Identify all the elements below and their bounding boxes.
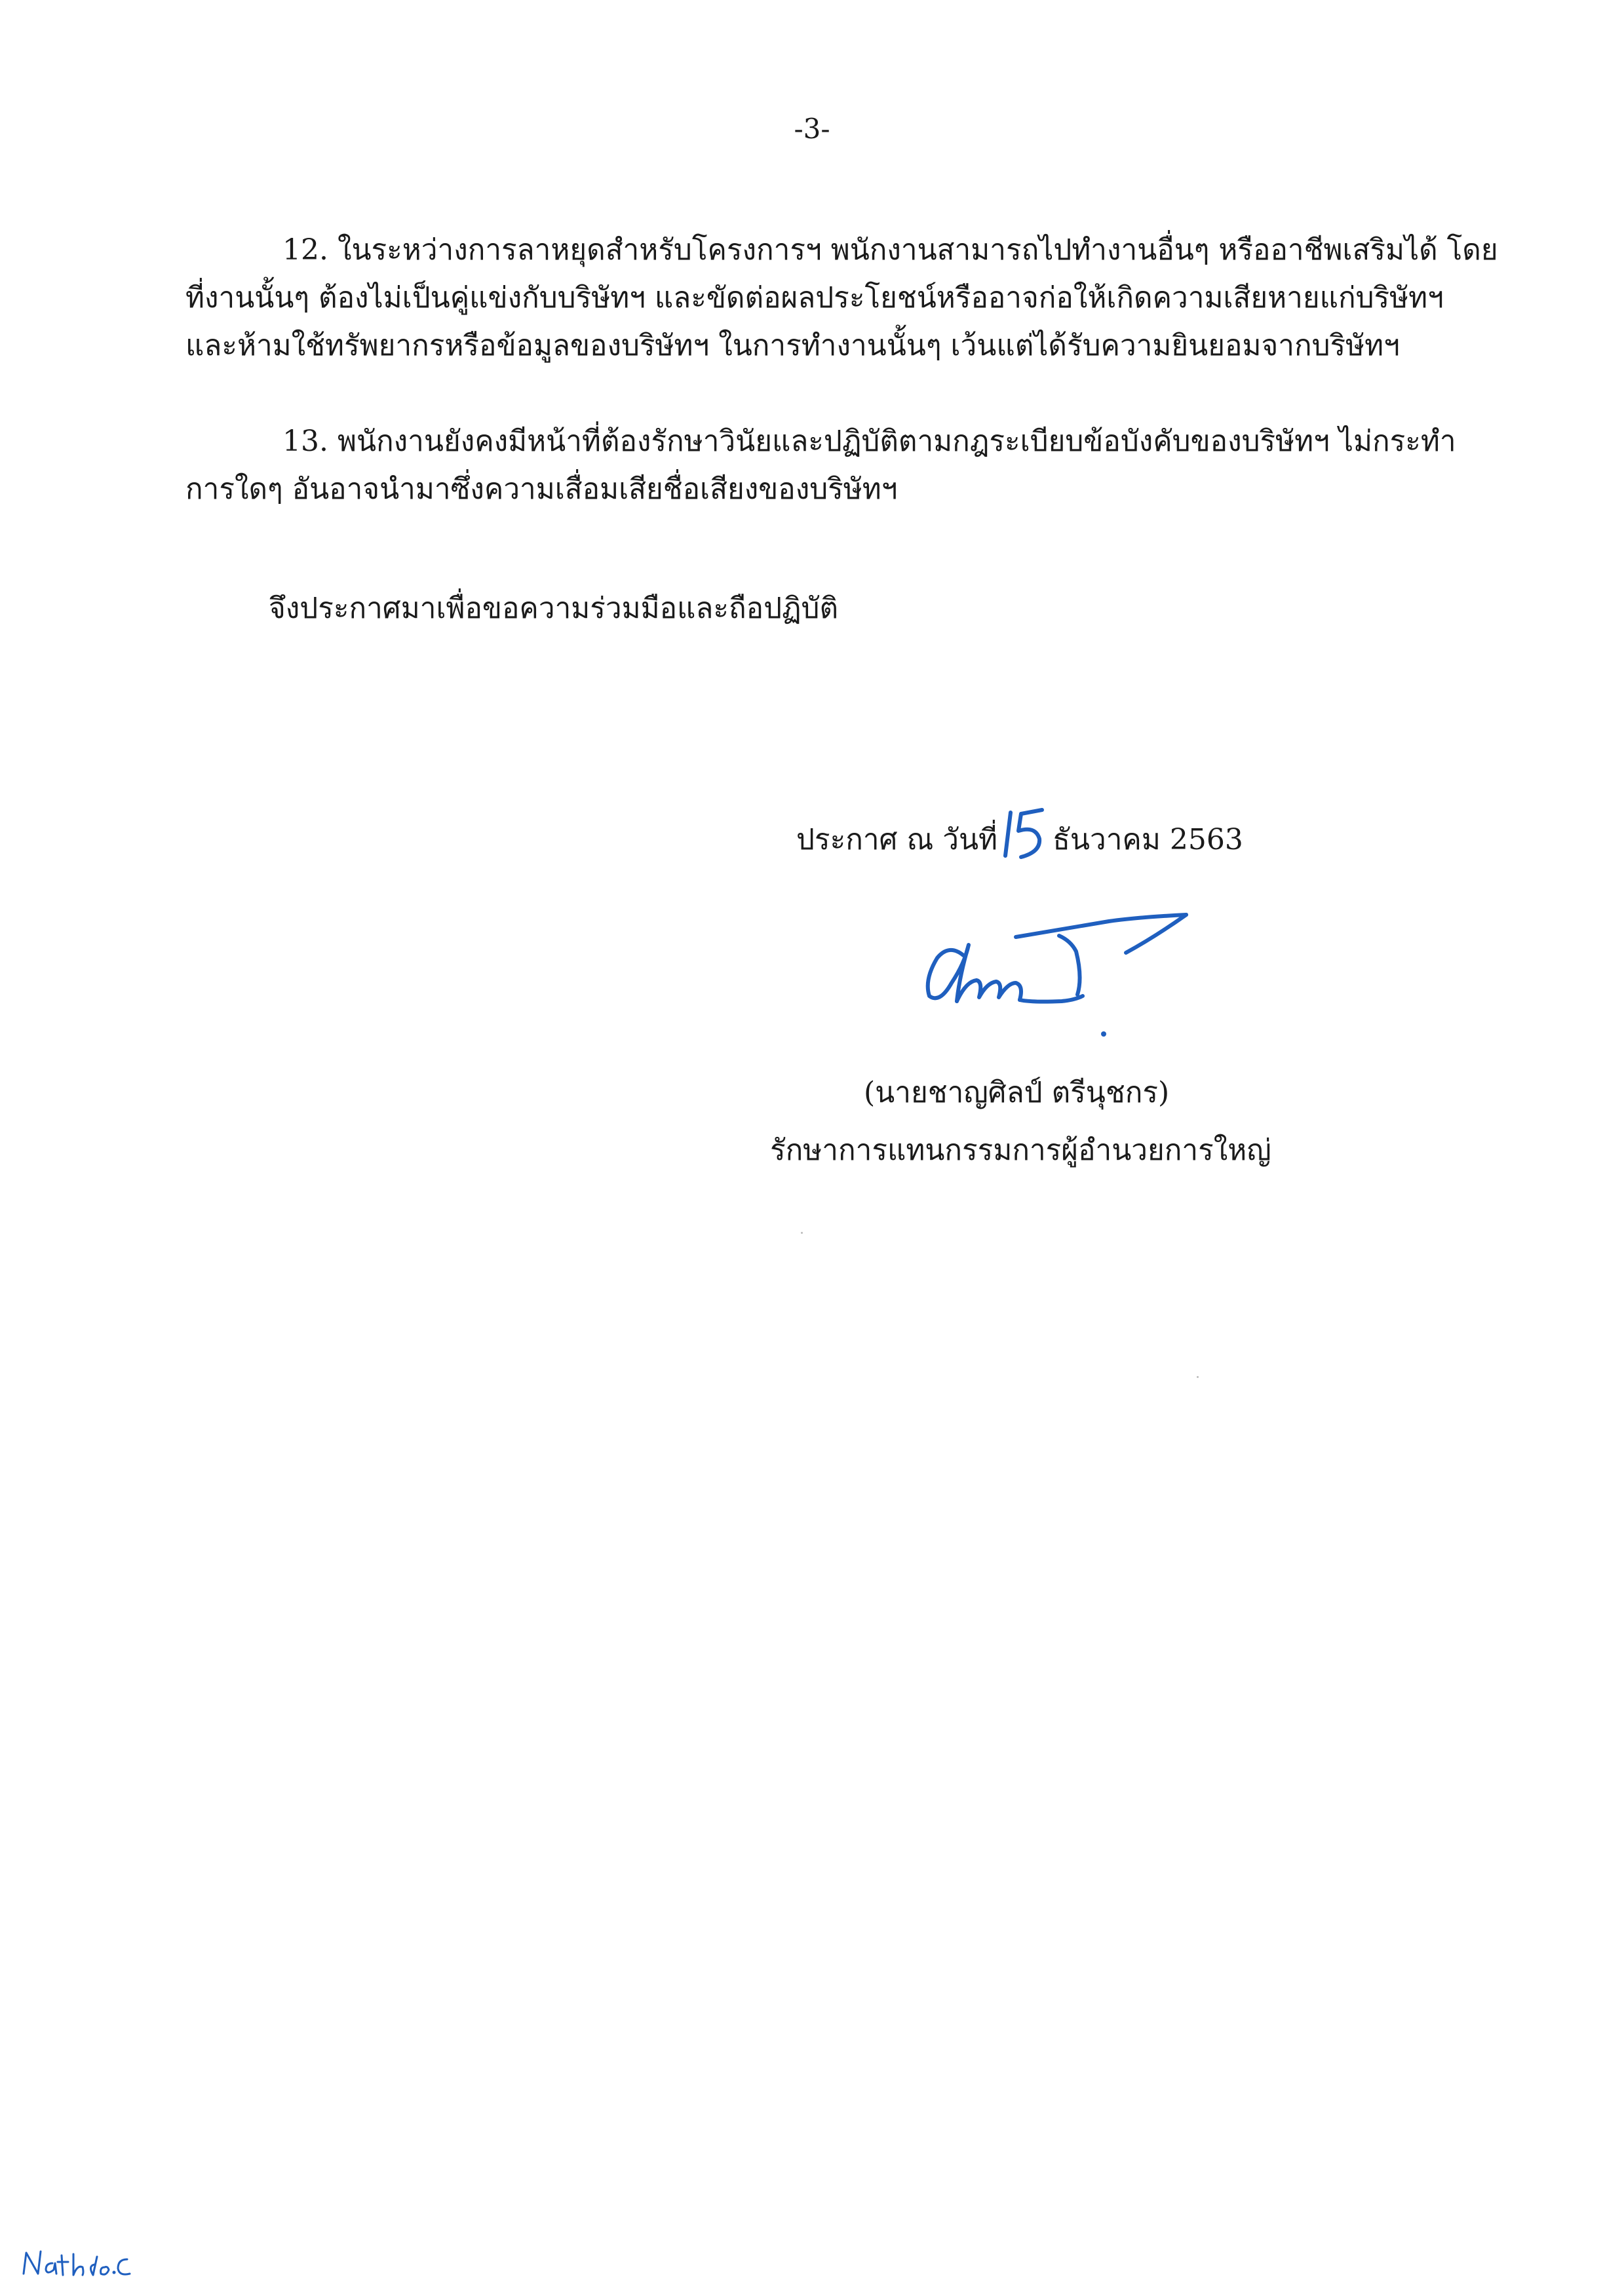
item-line: 13. พนักงานยังคงมีหน้าที่ต้องรักษาวินัยและปฏิบัติตามกฎระเบียบข้อบังคับของบริษัทฯ ไม่กระทำ: [282, 425, 1456, 458]
item-line: ที่งานนั้นๆ ต้องไม่เป็นคู่แข่งกับบริษัทฯ และขัดต่อผลประโยชน์หรืออาจก่อให้เกิดความเสียหายแก่บริษัทฯ: [185, 281, 1444, 315]
handwritten-day: [1007, 813, 1053, 858]
scan-speck: [801, 1232, 803, 1234]
item-line: 12. ในระหว่างการลาหยุดสำหรับโครงการฯ พนักงานสามารถไปทำงานอื่นๆ หรืออาชีพเสริมได้ โดย: [282, 233, 1498, 267]
numbered-item-13: [185, 417, 1470, 513]
closing-statement: จึงประกาศมาเพื่อขอความร่วมมือและถือปฏิบัติ: [269, 592, 839, 625]
date-prefix: ประกาศ ณ วันที่: [796, 823, 998, 856]
numbered-item-12: [185, 226, 1498, 370]
announcement-date: [796, 813, 1243, 862]
scan-speck: [1197, 1376, 1199, 1378]
item-line: และห้ามใช้ทรัพยากรหรือข้อมูลของบริษัทฯ ในการทำงานนั้นๆ เว้นแต่ได้รับความยินยอมจากบริษัทฯ: [185, 329, 1400, 362]
handwritten-initials: [20, 2240, 157, 2288]
signer-name: (นายชาญศิลป์ ตรีนุชกร): [864, 1076, 1170, 1109]
page-number: -3-: [794, 113, 830, 145]
item-line: การใดๆ อันอาจนำมาซึ่งความเสื่อมเสียชื่อเสียงของบริษัทฯ: [185, 472, 898, 506]
signature-mark: [911, 904, 1206, 1058]
date-month-year: ธันวาคม 2563: [1053, 823, 1243, 856]
signer-title: รักษาการแทนกรรมการผู้อำนวยการใหญ่: [770, 1134, 1271, 1167]
